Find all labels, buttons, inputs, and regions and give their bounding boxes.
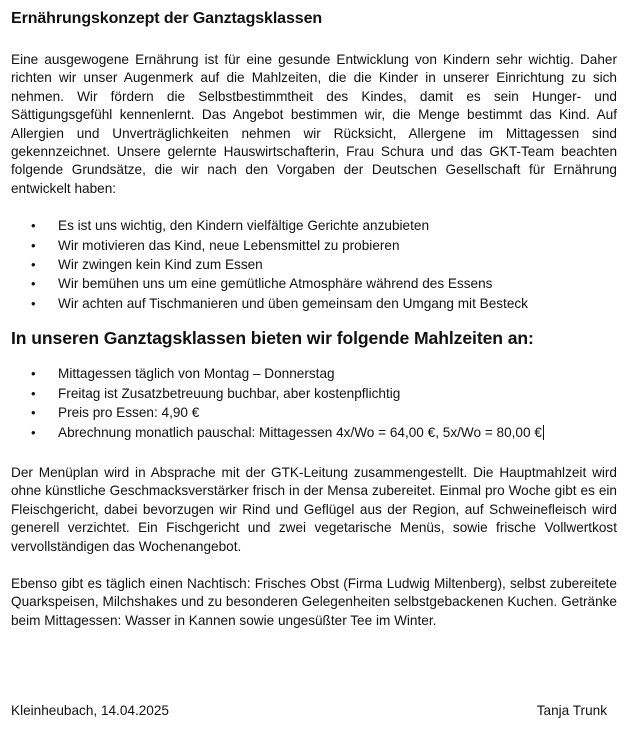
- list-item: [11, 236, 617, 255]
- list-item: [11, 364, 617, 383]
- list-item-text: Preis pro Essen: 4,90 €: [58, 405, 200, 421]
- intro-paragraph: Eine ausgewogene Ernährung ist für eine gesunde Entwicklung von Kindern sehr wichtig. Daher richten wir unser Augenmerk auf die Mahlzeiten, die die Kinder in unserer Einrichtung zu sich nehmen. Wir fördern die Selbstbestimmtheit des Kindes, damit es sein Hunger- und Sättigungsgefühl kennenlernt. Das Angebot bestimmen wir, die Menge bestimmt das Kind. Auf Allergien und Unverträglichkeiten nehmen wir Rücksicht, Allergene im Mittagessen sind gekennzeichnet. Unsere gelernte Hauswirtschafterin, Frau Schura und das GKT-Team beachten folgende Grundsätze, die wir nach den Vorgaben der Deutschen Gesellschaft für Ernährung entwickelt haben:: [11, 52, 617, 196]
- bullet-icon: •: [31, 295, 36, 311]
- bullet-icon: •: [31, 405, 36, 421]
- meals-list: [11, 364, 617, 442]
- meals-heading: In unseren Ganztagsklassen bieten wir folgende Mahlzeiten an:: [11, 328, 534, 349]
- list-item-text: Freitag ist Zusatzbetreuung buchbar, aber kostenpflichtig: [58, 385, 401, 401]
- bullet-icon: •: [31, 237, 36, 253]
- list-item: [11, 423, 617, 442]
- bullet-icon: •: [31, 424, 36, 440]
- document-footer: [11, 702, 607, 720]
- list-item: [11, 384, 617, 403]
- bullet-icon: •: [31, 366, 36, 382]
- menu-paragraph: Der Menüplan wird in Absprache mit der GTK-Leitung zusammengestellt. Die Hauptmahlzeit wird ohne künstliche Geschmacksverstärker frisch in der Mensa zubereitet. Einmal pro Woche gibt es ein Fleischgericht, dabei bevorzugen wir Rind und Geflügel aus der Region, auf Schweinefleisch wird generell verzichtet. Ein Fischgericht und zwei vegetarische Menüs, sowie frische Vollwertkost vervollständigen das Wochenangebot.: [11, 464, 617, 554]
- list-item-text: Wir achten auf Tischmanieren und üben gemeinsam den Umgang mit Besteck: [58, 295, 528, 311]
- list-item-text: Es ist uns wichtig, den Kindern vielfältige Gerichte anzubieten: [58, 218, 430, 234]
- list-item: [11, 255, 617, 274]
- list-item: [11, 216, 617, 235]
- document-page: [11, 9, 617, 630]
- list-item: [11, 403, 617, 422]
- signature-name: Tanja Trunk: [536, 703, 607, 718]
- bullet-icon: •: [31, 276, 36, 292]
- dessert-paragraph: Ebenso gibt es täglich einen Nachtisch: Frisches Obst (Firma Ludwig Miltenberg), selbst zubereitete Quarkspeisen, Milchshakes und zu besonderen Gelegenheiten selbstgebackenen Kuchen. Getränke beim Mittagessen: Wasser in Kannen sowie ungesüßter Tee im Winter.: [11, 575, 617, 628]
- principles-list: [11, 216, 617, 313]
- text-cursor[interactable]: [543, 425, 544, 440]
- bullet-icon: •: [31, 257, 36, 273]
- bullet-icon: •: [31, 218, 36, 234]
- list-item: [11, 294, 617, 313]
- list-item-text: Wir motivieren das Kind, neue Lebensmittel zu probieren: [58, 237, 400, 253]
- list-item-text: Abrechnung monatlich pauschal: Mittagessen 4x/Wo = 64,00 €, 5x/Wo = 80,00 €: [58, 424, 542, 440]
- list-item-text: Wir bemühen uns um eine gemütliche Atmosphäre während des Essens: [58, 276, 493, 292]
- bullet-icon: •: [31, 385, 36, 401]
- place-date: Kleinheubach, 14.04.2025: [11, 703, 169, 718]
- list-item: [11, 274, 617, 293]
- list-item-text: Mittagessen täglich von Montag – Donnerstag: [58, 366, 335, 382]
- document-title: Ernährungskonzept der Ganztagsklassen: [11, 10, 323, 27]
- list-item-text: Wir zwingen kein Kind zum Essen: [58, 257, 263, 273]
